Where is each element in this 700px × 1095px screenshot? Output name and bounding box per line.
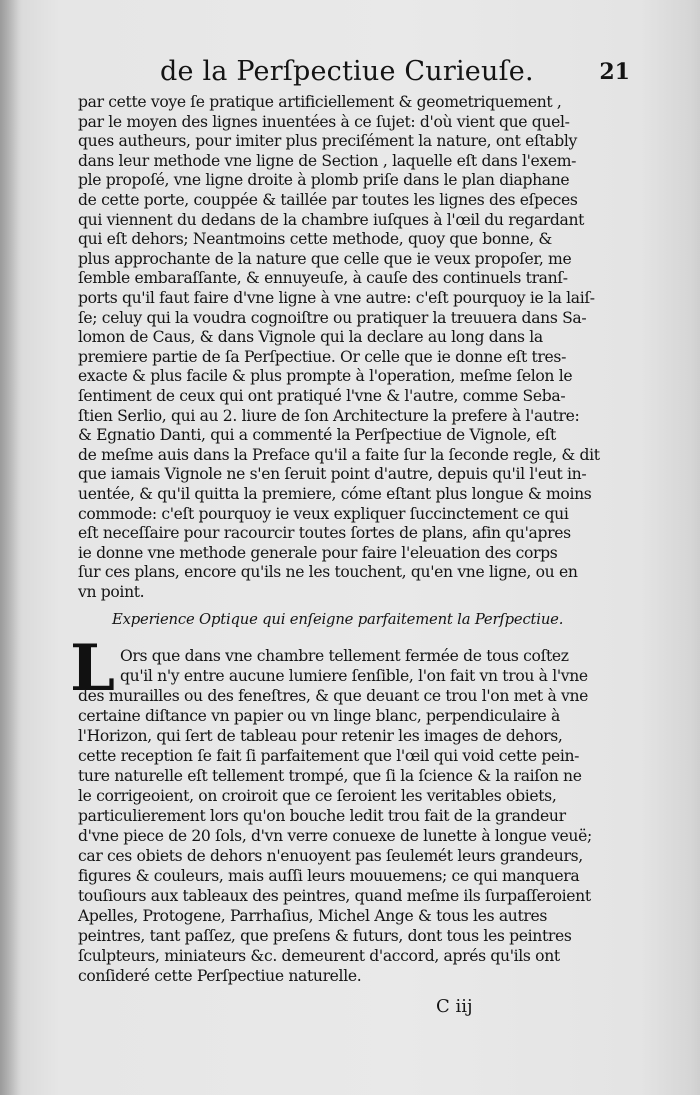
text-line: qu'il n'y entre aucune lumiere ſenſible, l'on fait vn trou à l'vne	[120, 666, 588, 685]
text-line: dans leur methode vne ligne de Section , laquelle eſt dans l'exem-	[78, 151, 577, 170]
running-head	[160, 52, 630, 92]
drop-cap: L	[70, 630, 115, 706]
text-line: touſiours aux tableaux des peintres, quand meſme ils ſurpaſſeroient	[78, 886, 591, 905]
text-line: conſideré cette Perſpectiue naturelle.	[78, 966, 362, 985]
text-line: certaine diſtance vn papier ou vn linge blanc, perpendiculaire à	[78, 706, 560, 725]
signature-mark: C iij	[436, 995, 473, 1017]
text-line: d'vne piece de 20 ſols, d'vn verre conuexe de lunette à longue veuë;	[78, 826, 592, 845]
text-line: figures & couleurs, mais auſſi leurs mouuemens; ce qui manquera	[78, 866, 580, 885]
text-line: qui viennent du dedans de la chambre iuſques à l'œil du regardant	[78, 210, 585, 229]
text-line: peintres, tant paſſez, que preſens & futurs, dont tous les peintres	[78, 926, 572, 945]
text-line: ſemble embaraſſante, & ennuyeuſe, à cauſe des continuels tranſ-	[78, 269, 568, 288]
text-line: vn point.	[78, 583, 145, 601]
gutter-shadow	[0, 0, 22, 1095]
text-line: l'Horizon, qui ſert de tableau pour retenir les images de dehors,	[78, 726, 563, 745]
text-line: uentée, & qu'il quitta la premiere, cóme eſtant plus longue & moins	[78, 485, 592, 503]
text-line: lomon de Caus, & dans Vignole qui la declare au long dans la	[78, 328, 543, 347]
text-line: particulierement lors qu'on bouche ledit trou fait de la grandeur	[78, 806, 566, 825]
page-number: 21	[599, 59, 630, 85]
text-line: ques autheurs, pour imiter plus preciſément la nature, ont eſtably	[78, 132, 578, 151]
text-line: par cette voye ſe pratique artificiellement & geometriquement ,	[78, 93, 562, 111]
text-line: Ors que dans vne chambre tellement fermée de tous coſtez	[120, 646, 569, 665]
text-line: de meſme auis dans la Preface qu'il a faite ſur la ſeconde regle, & dit	[78, 445, 600, 464]
text-line: ſtien Serlio, qui au 2. liure de ſon Architecture la prefere à l'autre:	[78, 406, 580, 425]
text-line: ſe; celuy qui la voudra cognoiſtre ou pratiquer la treuuera dans Sa-	[78, 308, 587, 327]
running-title: de la Perſpectiue Curieuſe.	[160, 56, 534, 87]
text-line: que iamais Vignole ne s'en ſeruit point d'autre, depuis qu'il l'eut in-	[78, 465, 587, 484]
text-line: exacte & plus facile & plus prompte à l'operation, meſme ſelon le	[78, 367, 573, 386]
text-line: cette reception ſe fait ſi parfaitement que l'œil qui void cette pein-	[78, 746, 580, 765]
text-line: ports qu'il faut faire d'vne ligne à vne autre: c'eſt pourquoy ie la laiſ-	[78, 289, 595, 307]
text-line: par le moyen des lignes inuentées à ce ſujet: d'où vient que quel-	[78, 112, 570, 131]
text-line: plus approchante de la nature que celle que ie veux propoſer, me	[78, 249, 572, 268]
text-line: eſt neceſſaire pour racourcir toutes ſortes de plans, afin qu'apres	[78, 524, 571, 543]
text-line: & Egnatio Danti, qui a commenté la Perſpectiue de Vignole, eſt	[78, 426, 556, 445]
text-line: le corrigeoient, on croiroit que ce ſeroient les veritables obiets,	[78, 786, 557, 805]
text-line: ſculpteurs, miniateurs &c. demeurent d'accord, aprés qu'ils ont	[78, 946, 560, 965]
text-line: ſur ces plans, encore qu'ils ne les touchent, qu'en vne ligne, ou en	[78, 563, 578, 582]
text-line: commode: c'eſt pourquoy ie veux expliquer ſuccinctement ce qui	[78, 504, 569, 523]
text-line: car ces obiets de dehors n'enuoyent pas ſeulemét leurs grandeurs,	[78, 846, 583, 865]
text-line: qui eſt dehors; Neantmoins cette methode, quoy que bonne, &	[78, 230, 552, 249]
text-line: de cette porte, couppée & taillée par toutes les lignes des eſpeces	[78, 191, 578, 209]
text-line: ſentiment de ceux qui ont pratiqué l'vne & l'autre, comme Seba-	[78, 387, 566, 405]
text-line: ple propoſé, vne ligne droite à plomb priſe dans le plan diaphane	[78, 171, 570, 190]
text-line: ture naturelle eſt tellement trompé, que ſi la ſcience & la raiſon ne	[78, 766, 582, 785]
text-line: des murailles ou des feneſtres, & que deuant ce trou l'on met à vne	[78, 686, 589, 705]
section-heading: Experience Optique qui enſeigne parfaitement la Perſpectiue.	[112, 610, 564, 628]
text-line: ie donne vne methode generale pour faire l'eleuation des corps	[78, 543, 558, 562]
text-line: Apelles, Protogene, Parrhaſius, Michel Ange & tous les autres	[78, 906, 548, 925]
text-line: premiere partie de ſa Perſpectiue. Or celle que ie donne eſt tres-	[78, 347, 566, 366]
